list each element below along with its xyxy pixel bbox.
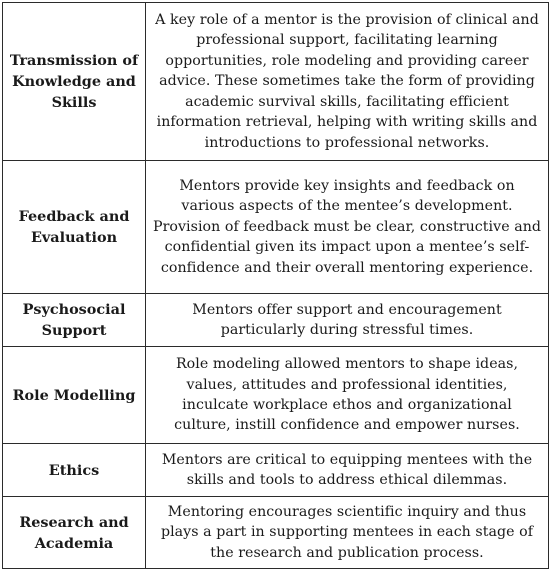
mentor-roles-table [2,2,549,569]
description-cell: Mentoring encourages scientific inquiry and thus plays a part in supporting mentees in each stage of the research and publication process. [146,497,549,569]
table-row [3,294,549,347]
description-cell: Mentors offer support and encouragement particularly during stressful times. [146,294,549,347]
description-cell: Role modeling allowed mentors to shape ideas, values, attitudes and professional identities, inculcate workplace ethos and organizational culture, instill confidence and empower nurses. [146,347,549,444]
table-row [3,347,549,444]
table-row [3,161,549,294]
role-cell: Psychosocial Support [3,294,146,347]
description-cell: Mentors are critical to equipping mentees with the skills and tools to address ethical dilemmas. [146,444,549,497]
role-cell: Research and Academia [3,497,146,569]
role-cell: Feedback and Evaluation [3,161,146,294]
role-cell: Ethics [3,444,146,497]
role-cell: Transmission of Knowledge and Skills [3,3,146,161]
description-cell: Mentors provide key insights and feedback on various aspects of the mentee’s development. Provision of feedback must be clear, constructive and confidential given its impact upon a mentee’s self-confidence and their overall mentoring experience. [146,161,549,294]
description-cell: A key role of a mentor is the provision of clinical and professional support, facilitating learning opportunities, role modeling and providing career advice. These sometimes take the form of providing academic survival skills, facilitating efficient information retrieval, helping with writing skills and introductions to professional networks. [146,3,549,161]
mentor-roles-document [2,2,549,569]
table-row [3,444,549,497]
role-cell: Role Modelling [3,347,146,444]
table-row [3,3,549,161]
table-row [3,497,549,569]
